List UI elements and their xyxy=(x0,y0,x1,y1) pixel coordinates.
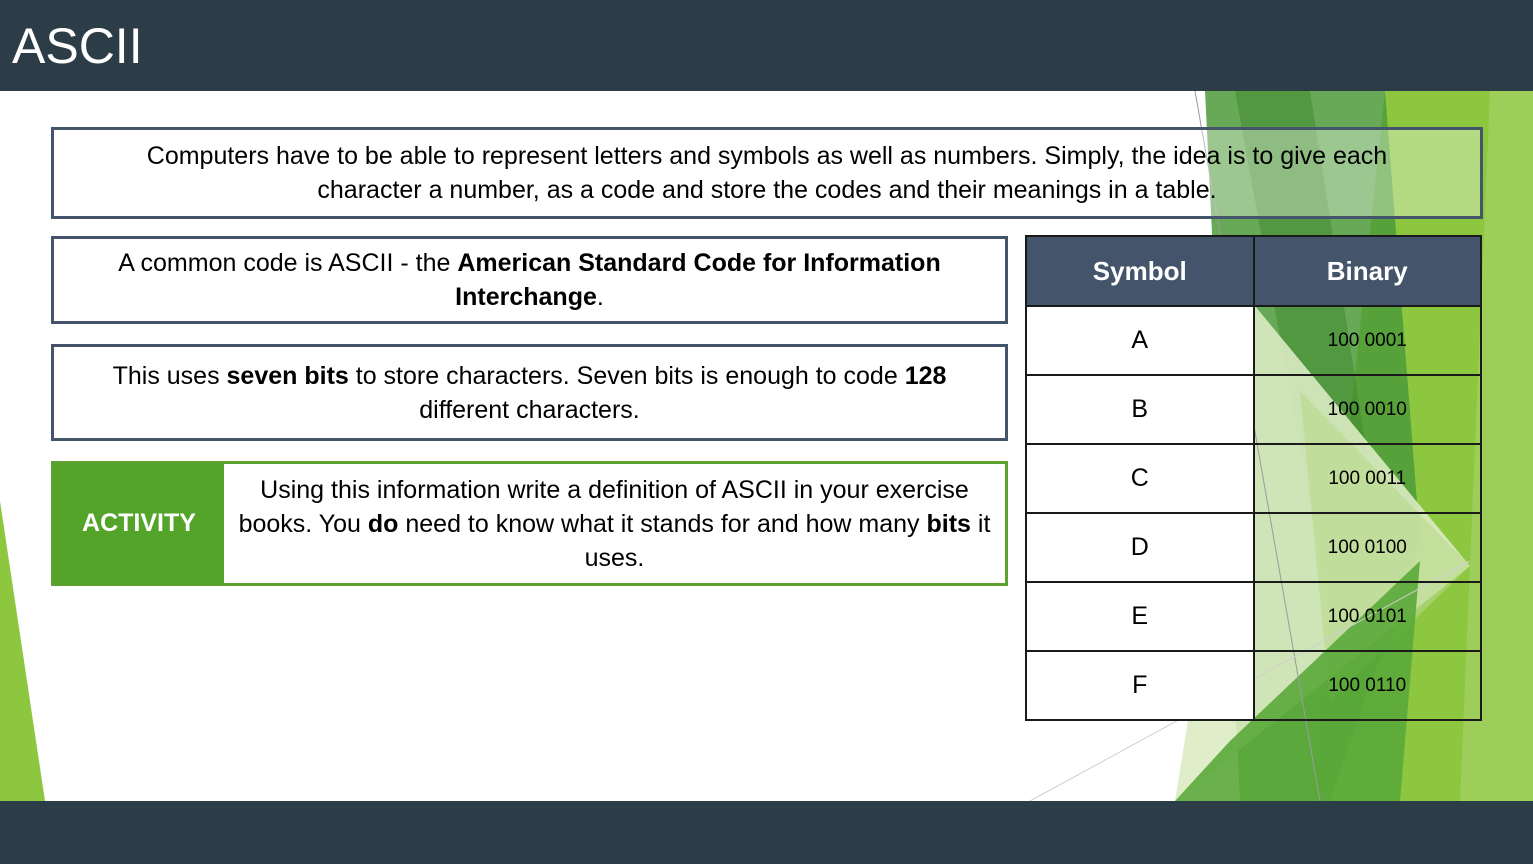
common-code-box xyxy=(51,236,1008,324)
activity-bold-bits: bits xyxy=(926,509,971,538)
symbol-cell: A xyxy=(1026,306,1254,375)
seven-bits-part1: This uses xyxy=(112,361,227,390)
activity-instructions xyxy=(224,464,1005,583)
binary-cell: 100 0100 xyxy=(1254,513,1482,582)
ascii-full-name: American Standard Code for Information Interchange xyxy=(455,249,941,311)
table-row xyxy=(1026,306,1481,375)
binary-cell: 100 0001 xyxy=(1254,306,1482,375)
symbol-cell: B xyxy=(1026,375,1254,444)
ascii-code-table xyxy=(1025,235,1482,721)
table-header-row xyxy=(1026,236,1481,306)
binary-cell: 100 0110 xyxy=(1254,651,1482,720)
table-row xyxy=(1026,375,1481,444)
table-row xyxy=(1026,651,1481,720)
activity-part1: Using this information write a definition of ASCII in your exercise books. You xyxy=(238,475,969,538)
seven-bits-part3: different characters. xyxy=(419,395,640,424)
seven-bits-part2: to store characters. Seven bits is enough to code xyxy=(348,361,905,390)
character-count: 128 xyxy=(904,361,947,390)
symbol-cell: E xyxy=(1026,582,1254,651)
column-header-symbol: Symbol xyxy=(1026,236,1254,306)
binary-cell: 100 0010 xyxy=(1254,375,1482,444)
common-code-suffix: . xyxy=(596,283,604,311)
common-code-prefix: A common code is ASCII - the xyxy=(118,249,458,277)
seven-bits-text xyxy=(84,359,975,427)
seven-bits-bold: seven bits xyxy=(226,361,349,390)
title-bar xyxy=(0,0,1533,91)
symbol-cell: F xyxy=(1026,651,1254,720)
table-row xyxy=(1026,444,1481,513)
footer-bar xyxy=(0,801,1533,864)
activity-box xyxy=(51,461,1008,586)
slide-title: ASCII xyxy=(12,18,143,74)
common-code-text xyxy=(84,246,975,314)
activity-label: ACTIVITY xyxy=(54,464,224,583)
binary-cell: 100 0011 xyxy=(1254,444,1482,513)
intro-text: Computers have to be able to represent letters and symbols as well as numbers. Simply, the idea is to give each character a number, as a code and store the codes and their meanings in a table. xyxy=(146,142,1388,204)
symbol-cell: D xyxy=(1026,513,1254,582)
activity-part3: it uses. xyxy=(584,509,991,572)
activity-part2: need to know what it stands for and how many xyxy=(398,509,927,538)
activity-bold-do: do xyxy=(367,509,399,538)
binary-cell: 100 0101 xyxy=(1254,582,1482,651)
table-row xyxy=(1026,582,1481,651)
table-row xyxy=(1026,513,1481,582)
symbol-cell: C xyxy=(1026,444,1254,513)
seven-bits-box xyxy=(51,344,1008,441)
intro-text-box xyxy=(51,127,1483,219)
column-header-binary: Binary xyxy=(1254,236,1482,306)
